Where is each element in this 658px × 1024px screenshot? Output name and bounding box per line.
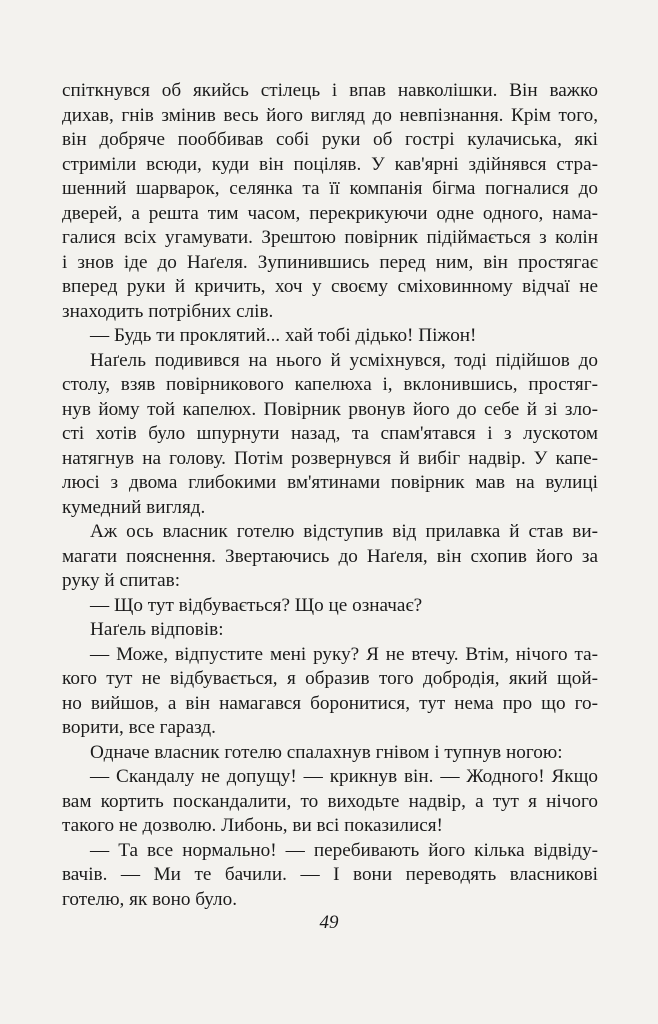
text-line: — Скандалу не допущу! — крикнув він. — Жодного! Якщо [90, 766, 598, 787]
text-line: вперед руки й кричить, хоч у своєму сміховинному відчаї не [62, 276, 598, 297]
text-line: знаходить потрібних слів. [62, 300, 274, 322]
text-line: Одначе власник готелю спалахнув гнівом і тупнув ногою: [90, 741, 563, 763]
paragraph [62, 349, 598, 521]
text-line: такого не дозволю. Либонь, ви всі показилися! [62, 815, 443, 836]
text-line: — Та все нормально! — перебивають його кілька відвіду- [90, 839, 598, 861]
text-line: вам кортить поскандалити, то виходьте надвір, а тут я нічого [62, 790, 598, 812]
paragraph [62, 79, 598, 324]
text-line: магати пояснення. Звертаючись до Наґеля, він схопив його за [62, 545, 598, 567]
text-line: вачів. — Ми те бачили. — І вони переводять власникові [62, 864, 598, 885]
paragraph [62, 643, 598, 741]
text-line: Аж ось власник готелю відступив від прилавка й став ви- [90, 521, 598, 542]
paragraph [62, 520, 598, 594]
text-line: натягнув на голову. Потім розвернувся й вибіг надвір. У капе- [62, 447, 598, 469]
text-line: — Будь ти проклятий... хай тобі дідько! Піжон! [90, 325, 477, 346]
text-line: но вийшов, а він намагався боронитися, тут нема про що го- [62, 692, 598, 714]
text-line: столу, взяв повірникового капелюха і, вклонившись, простяг- [62, 374, 598, 395]
text-line: сті хотів було шпурнути назад, та спам'ятався і з лускотом [62, 423, 598, 444]
text-line: кого тут не відбувається, я образив того добродія, який щой- [62, 668, 598, 689]
paragraph [62, 618, 598, 643]
page-number: 49 [319, 912, 339, 933]
text-line: він добряче пооббивав собі руки об гострі кулачиська, які [62, 129, 598, 150]
text-line: люсі з двома глибокими вм'ятинами повірник мав на вулиці [62, 472, 598, 493]
paragraph [62, 741, 598, 766]
text-line: готелю, як воно було. [62, 888, 238, 910]
text-line: і знов іде до Наґеля. Зупинившись перед ним, він простягає [62, 251, 598, 273]
text-line: ворити, все гаразд. [62, 717, 216, 738]
text-line: дверей, а решта тим часом, перекрикуючи одне одного, нама- [62, 202, 598, 224]
text-line: кумедний вигляд. [62, 496, 206, 518]
paragraph [62, 594, 598, 619]
paragraph [62, 839, 598, 913]
text-line: шенний шарварок, селянка та її компанія бігма погналися до [62, 178, 598, 199]
text-line: нув йому той капелюх. Повірник рвонув його до себе й зі зло- [62, 398, 598, 420]
text-line: стриміли всюди, куди він поціляв. У кав'ярні здійнявся стра- [62, 153, 598, 175]
text-line: — Може, відпустите мені руку? Я не втечу. Втім, нічого та- [90, 643, 598, 665]
text-line: галися всіх угамувати. Зрештою повірник підіймається з колін [62, 227, 598, 248]
text-line: руку й спитав: [62, 570, 181, 591]
paragraph [62, 324, 598, 349]
paragraph [62, 765, 598, 839]
text-line: спіткнувся об якийсь стілець і впав навколішки. Він важко [62, 80, 598, 101]
text-line: Наґель подивився на нього й усміхнувся, тоді підійшов до [90, 349, 598, 371]
page-body [62, 79, 598, 912]
text-line: Наґель відповів: [90, 619, 224, 640]
text-line: дихав, гнів змінив весь його вигляд до невпізнання. Крім того, [62, 104, 598, 126]
text-line: — Що тут відбувається? Що це означає? [90, 594, 423, 616]
